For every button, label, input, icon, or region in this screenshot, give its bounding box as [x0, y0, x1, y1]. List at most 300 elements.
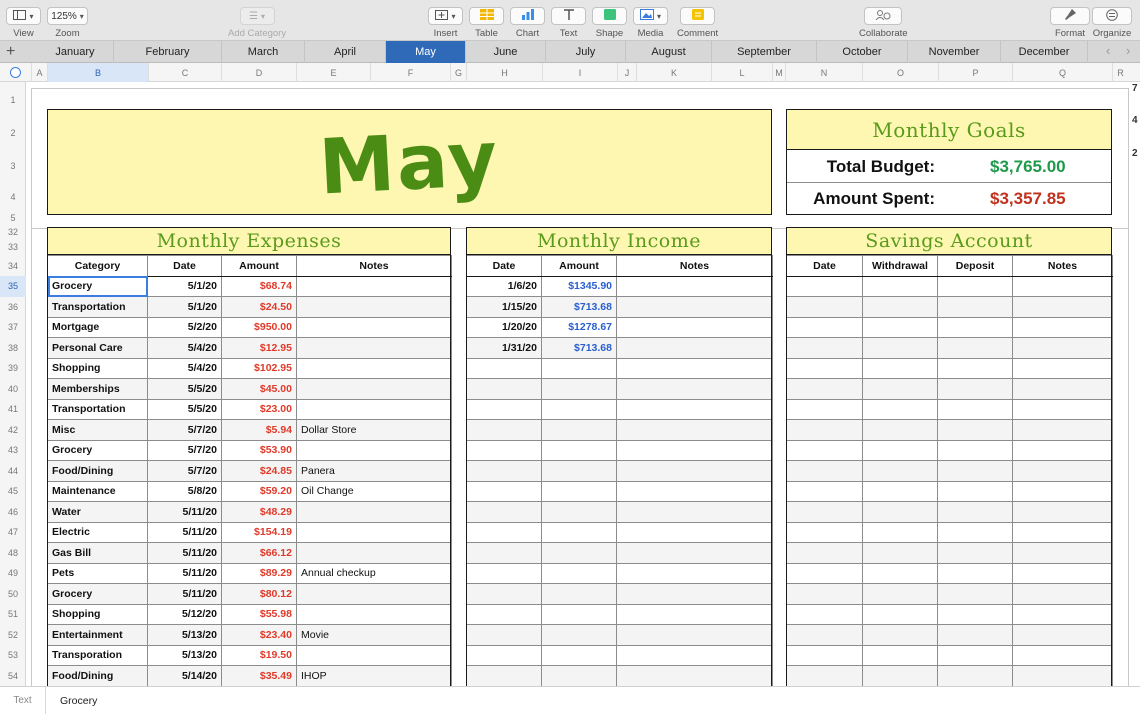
row-header-34[interactable]: 34 [7, 261, 18, 271]
savings-header-notes[interactable]: Notes [1013, 256, 1113, 277]
income-cell-notes[interactable] [617, 563, 773, 584]
income-cell-notes[interactable] [617, 420, 773, 441]
income-cell-amount[interactable] [542, 379, 617, 400]
income-cell-date[interactable]: 1/15/20 [467, 297, 542, 318]
sheet-tab-august[interactable]: August [626, 41, 712, 63]
income-cell-date[interactable] [467, 461, 542, 482]
savings-cell-date[interactable] [787, 604, 863, 625]
savings-cell-withdrawal[interactable] [863, 399, 938, 420]
expense-cell-amount[interactable]: $68.74 [222, 276, 297, 297]
savings-cell-date[interactable] [787, 502, 863, 523]
expense-cell-date[interactable]: 5/4/20 [148, 338, 222, 359]
income-cell-notes[interactable] [617, 666, 773, 687]
savings-cell-notes[interactable] [1013, 276, 1113, 297]
expense-cell-date[interactable]: 5/2/20 [148, 317, 222, 338]
income-cell-amount[interactable] [542, 502, 617, 523]
savings-cell-date[interactable] [787, 317, 863, 338]
expense-cell-date[interactable]: 5/1/20 [148, 276, 222, 297]
savings-cell-notes[interactable] [1013, 481, 1113, 502]
savings-cell-notes[interactable] [1013, 502, 1113, 523]
expense-cell-amount[interactable]: $23.00 [222, 399, 297, 420]
expense-cell-notes[interactable] [297, 399, 452, 420]
savings-cell-deposit[interactable] [938, 317, 1013, 338]
column-header-q[interactable]: Q [1012, 63, 1112, 82]
row-header-37[interactable]: 37 [7, 322, 18, 333]
sheet-tab-february[interactable]: February [114, 41, 222, 63]
savings-cell-withdrawal[interactable] [863, 502, 938, 523]
savings-cell-withdrawal[interactable] [863, 276, 938, 297]
expense-cell-notes[interactable] [297, 379, 452, 400]
expense-cell-notes[interactable] [297, 276, 452, 297]
savings-header-date[interactable]: Date [787, 256, 863, 277]
income-cell-notes[interactable] [617, 399, 773, 420]
income-cell-date[interactable] [467, 645, 542, 666]
income-cell-amount[interactable] [542, 481, 617, 502]
savings-cell-notes[interactable] [1013, 317, 1113, 338]
add-category-button[interactable] [228, 7, 286, 39]
expense-cell-category[interactable]: Water [48, 502, 148, 523]
savings-cell-withdrawal[interactable] [863, 645, 938, 666]
organize-button[interactable] [1092, 7, 1132, 39]
row-header-49[interactable]: 49 [7, 568, 18, 579]
income-cell-amount[interactable] [542, 440, 617, 461]
expense-cell-date[interactable]: 5/5/20 [148, 399, 222, 420]
savings-cell-withdrawal[interactable] [863, 297, 938, 318]
income-cell-date[interactable] [467, 440, 542, 461]
income-cell-amount[interactable] [542, 563, 617, 584]
column-header-r[interactable]: R [1112, 63, 1128, 82]
tab-scroll-right-icon[interactable]: › [1126, 43, 1131, 58]
expense-cell-category[interactable]: Entertainment [48, 625, 148, 646]
income-header-amount[interactable]: Amount [542, 256, 617, 277]
row-header-33[interactable]: 33 [7, 242, 18, 252]
income-cell-date[interactable] [467, 604, 542, 625]
column-header-m[interactable]: M [772, 63, 785, 82]
expense-cell-notes[interactable] [297, 584, 452, 605]
monthly-goals-box[interactable] [786, 109, 1112, 215]
expense-cell-amount[interactable]: $35.49 [222, 666, 297, 687]
expense-cell-category[interactable]: Shopping [48, 358, 148, 379]
savings-cell-date[interactable] [787, 379, 863, 400]
savings-cell-deposit[interactable] [938, 379, 1013, 400]
expense-cell-notes[interactable]: Movie [297, 625, 452, 646]
column-header-k[interactable]: K [636, 63, 711, 82]
income-cell-notes[interactable] [617, 440, 773, 461]
expense-cell-amount[interactable]: $80.12 [222, 584, 297, 605]
savings-cell-withdrawal[interactable] [863, 666, 938, 687]
expense-cell-date[interactable]: 5/11/20 [148, 563, 222, 584]
collaborate-button[interactable] [859, 7, 908, 39]
income-cell-notes[interactable] [617, 297, 773, 318]
income-cell-date[interactable] [467, 563, 542, 584]
column-header-o[interactable]: O [862, 63, 938, 82]
expense-cell-notes[interactable]: Oil Change [297, 481, 452, 502]
row-header-5[interactable]: 5 [10, 213, 16, 223]
expense-cell-category[interactable]: Maintenance [48, 481, 148, 502]
expense-cell-notes[interactable] [297, 645, 452, 666]
income-cell-notes[interactable] [617, 338, 773, 359]
column-header-i[interactable]: I [542, 63, 617, 82]
sheet-tab-june[interactable]: June [466, 41, 546, 63]
savings-cell-date[interactable] [787, 625, 863, 646]
column-header-b[interactable]: B [47, 63, 148, 82]
column-header-d[interactable]: D [221, 63, 296, 82]
savings-cell-notes[interactable] [1013, 461, 1113, 482]
sheet-tab-january[interactable]: January [37, 41, 114, 63]
savings-cell-date[interactable] [787, 481, 863, 502]
income-cell-amount[interactable] [542, 625, 617, 646]
savings-cell-date[interactable] [787, 666, 863, 687]
sheet-tab-september[interactable]: September [712, 41, 817, 63]
expense-cell-category[interactable]: Grocery [48, 584, 148, 605]
savings-cell-notes[interactable] [1013, 338, 1113, 359]
savings-cell-deposit[interactable] [938, 645, 1013, 666]
savings-cell-withdrawal[interactable] [863, 584, 938, 605]
savings-cell-notes[interactable] [1013, 440, 1113, 461]
savings-cell-notes[interactable] [1013, 399, 1113, 420]
income-cell-date[interactable] [467, 481, 542, 502]
income-cell-notes[interactable] [617, 461, 773, 482]
format-button[interactable] [1050, 7, 1090, 39]
savings-cell-notes[interactable] [1013, 358, 1113, 379]
income-cell-date[interactable] [467, 666, 542, 687]
expense-cell-notes[interactable]: IHOP [297, 666, 452, 687]
column-header-p[interactable]: P [938, 63, 1012, 82]
income-cell-date[interactable] [467, 399, 542, 420]
expense-cell-notes[interactable] [297, 338, 452, 359]
savings-cell-withdrawal[interactable] [863, 338, 938, 359]
savings-cell-notes[interactable] [1013, 666, 1113, 687]
income-cell-date[interactable] [467, 543, 542, 564]
expense-cell-category[interactable]: Shopping [48, 604, 148, 625]
savings-cell-deposit[interactable] [938, 461, 1013, 482]
sheet-tab-december[interactable]: December [1001, 41, 1088, 63]
savings-cell-notes[interactable] [1013, 420, 1113, 441]
savings-cell-deposit[interactable] [938, 666, 1013, 687]
expense-cell-notes[interactable]: Panera [297, 461, 452, 482]
income-cell-amount[interactable]: $713.68 [542, 338, 617, 359]
income-cell-amount[interactable]: $1345.90 [542, 276, 617, 297]
expense-cell-date[interactable]: 5/13/20 [148, 645, 222, 666]
savings-cell-date[interactable] [787, 461, 863, 482]
row-header-3[interactable]: 3 [10, 161, 16, 171]
expense-cell-amount[interactable]: $59.20 [222, 481, 297, 502]
expense-cell-amount[interactable]: $154.19 [222, 522, 297, 543]
expense-cell-category[interactable]: Misc [48, 420, 148, 441]
savings-cell-date[interactable] [787, 420, 863, 441]
tab-scroll-left-icon[interactable]: ‹ [1106, 43, 1111, 58]
savings-cell-deposit[interactable] [938, 420, 1013, 441]
savings-cell-deposit[interactable] [938, 481, 1013, 502]
expense-cell-amount[interactable]: $102.95 [222, 358, 297, 379]
savings-cell-deposit[interactable] [938, 604, 1013, 625]
expense-cell-category[interactable]: Transportation [48, 399, 148, 420]
expenses-header-amount[interactable]: Amount [222, 256, 297, 277]
insert-button[interactable] [428, 7, 463, 39]
savings-cell-withdrawal[interactable] [863, 522, 938, 543]
expense-cell-notes[interactable] [297, 604, 452, 625]
expense-cell-category[interactable]: Grocery [48, 440, 148, 461]
row-header-4[interactable]: 4 [10, 192, 16, 202]
savings-cell-withdrawal[interactable] [863, 440, 938, 461]
savings-cell-deposit[interactable] [938, 399, 1013, 420]
expense-cell-amount[interactable]: $5.94 [222, 420, 297, 441]
chart-button[interactable] [510, 7, 545, 39]
expense-cell-amount[interactable]: $89.29 [222, 563, 297, 584]
expense-cell-category[interactable]: Food/Dining [48, 666, 148, 687]
savings-cell-notes[interactable] [1013, 379, 1113, 400]
column-header-a[interactable]: A [31, 63, 47, 82]
expense-cell-amount[interactable]: $950.00 [222, 317, 297, 338]
savings-cell-date[interactable] [787, 399, 863, 420]
select-all-icon[interactable] [10, 67, 21, 78]
income-cell-notes[interactable] [617, 481, 773, 502]
expense-cell-date[interactable]: 5/11/20 [148, 522, 222, 543]
savings-cell-withdrawal[interactable] [863, 563, 938, 584]
expense-cell-amount[interactable]: $55.98 [222, 604, 297, 625]
expense-cell-notes[interactable] [297, 522, 452, 543]
row-header-50[interactable]: 50 [7, 588, 18, 599]
savings-cell-deposit[interactable] [938, 584, 1013, 605]
row-header-32[interactable]: 32 [7, 227, 18, 237]
savings-cell-deposit[interactable] [938, 338, 1013, 359]
row-header-38[interactable]: 38 [7, 342, 18, 353]
expense-cell-category[interactable]: Transportation [48, 297, 148, 318]
expense-cell-amount[interactable]: $66.12 [222, 543, 297, 564]
savings-cell-withdrawal[interactable] [863, 604, 938, 625]
expense-cell-category[interactable]: Personal Care [48, 338, 148, 359]
savings-cell-deposit[interactable] [938, 563, 1013, 584]
text-button[interactable] [551, 7, 586, 39]
savings-cell-withdrawal[interactable] [863, 379, 938, 400]
income-cell-date[interactable] [467, 502, 542, 523]
expense-cell-date[interactable]: 5/5/20 [148, 379, 222, 400]
expense-cell-amount[interactable]: $23.40 [222, 625, 297, 646]
expenses-header-notes[interactable]: Notes [297, 256, 452, 277]
income-cell-amount[interactable] [542, 522, 617, 543]
month-title-box[interactable] [47, 109, 772, 215]
expense-cell-date[interactable]: 5/11/20 [148, 543, 222, 564]
row-header-53[interactable]: 53 [7, 650, 18, 661]
expense-cell-category[interactable]: Memberships [48, 379, 148, 400]
savings-cell-deposit[interactable] [938, 625, 1013, 646]
expense-cell-notes[interactable]: Dollar Store [297, 420, 452, 441]
savings-cell-withdrawal[interactable] [863, 358, 938, 379]
savings-header-withdrawal[interactable]: Withdrawal [863, 256, 938, 277]
expense-cell-amount[interactable]: $53.90 [222, 440, 297, 461]
income-cell-amount[interactable] [542, 645, 617, 666]
savings-cell-notes[interactable] [1013, 625, 1113, 646]
income-cell-amount[interactable] [542, 399, 617, 420]
column-header-g[interactable]: G [450, 63, 466, 82]
expense-cell-date[interactable]: 5/12/20 [148, 604, 222, 625]
row-header-47[interactable]: 47 [7, 527, 18, 538]
expense-cell-amount[interactable]: $12.95 [222, 338, 297, 359]
income-cell-date[interactable] [467, 625, 542, 646]
savings-cell-notes[interactable] [1013, 297, 1113, 318]
column-header-l[interactable]: L [711, 63, 772, 82]
row-header-41[interactable]: 41 [7, 404, 18, 415]
row-header-51[interactable]: 51 [7, 609, 18, 620]
income-cell-amount[interactable]: $1278.67 [542, 317, 617, 338]
savings-cell-deposit[interactable] [938, 358, 1013, 379]
savings-header-deposit[interactable]: Deposit [938, 256, 1013, 277]
expense-cell-amount[interactable]: $19.50 [222, 645, 297, 666]
expense-cell-date[interactable]: 5/1/20 [148, 297, 222, 318]
income-cell-notes[interactable] [617, 584, 773, 605]
media-button[interactable] [633, 7, 668, 39]
savings-cell-deposit[interactable] [938, 543, 1013, 564]
expense-cell-date[interactable]: 5/11/20 [148, 502, 222, 523]
savings-cell-date[interactable] [787, 338, 863, 359]
row-header-54[interactable]: 54 [7, 670, 18, 681]
income-cell-date[interactable]: 1/6/20 [467, 276, 542, 297]
expense-cell-notes[interactable] [297, 358, 452, 379]
comment-button[interactable] [677, 7, 718, 39]
savings-cell-notes[interactable] [1013, 645, 1113, 666]
income-cell-date[interactable] [467, 584, 542, 605]
savings-cell-date[interactable] [787, 645, 863, 666]
sheet-tab-march[interactable]: March [222, 41, 305, 63]
savings-cell-withdrawal[interactable] [863, 625, 938, 646]
income-cell-notes[interactable] [617, 317, 773, 338]
savings-cell-deposit[interactable] [938, 276, 1013, 297]
column-header-f[interactable]: F [370, 63, 450, 82]
expenses-header-date[interactable]: Date [148, 256, 222, 277]
table-button[interactable] [469, 7, 504, 39]
expense-cell-date[interactable]: 5/11/20 [148, 584, 222, 605]
income-cell-notes[interactable] [617, 543, 773, 564]
income-cell-date[interactable] [467, 358, 542, 379]
income-cell-notes[interactable] [617, 276, 773, 297]
savings-cell-date[interactable] [787, 584, 863, 605]
savings-cell-deposit[interactable] [938, 502, 1013, 523]
expense-cell-date[interactable]: 5/4/20 [148, 358, 222, 379]
savings-cell-withdrawal[interactable] [863, 420, 938, 441]
savings-cell-date[interactable] [787, 358, 863, 379]
income-cell-notes[interactable] [617, 645, 773, 666]
expense-cell-notes[interactable] [297, 440, 452, 461]
expense-cell-date[interactable]: 5/7/20 [148, 420, 222, 441]
shape-button[interactable] [592, 7, 627, 39]
income-header-date[interactable]: Date [467, 256, 542, 277]
view-control[interactable] [6, 7, 41, 39]
row-header-43[interactable]: 43 [7, 445, 18, 456]
expense-cell-notes[interactable]: Annual checkup [297, 563, 452, 584]
savings-cell-date[interactable] [787, 543, 863, 564]
expense-cell-date[interactable]: 5/8/20 [148, 481, 222, 502]
income-cell-amount[interactable] [542, 461, 617, 482]
income-cell-notes[interactable] [617, 379, 773, 400]
income-cell-notes[interactable] [617, 502, 773, 523]
income-cell-date[interactable] [467, 522, 542, 543]
column-header-j[interactable]: J [617, 63, 636, 82]
income-cell-amount[interactable] [542, 358, 617, 379]
row-header-42[interactable]: 42 [7, 424, 18, 435]
sheet-tab-april[interactable]: April [305, 41, 386, 63]
row-header-40[interactable]: 40 [7, 383, 18, 394]
sheet-tab-november[interactable]: November [908, 41, 1001, 63]
savings-cell-notes[interactable] [1013, 543, 1113, 564]
formula-input[interactable]: Grocery [60, 694, 98, 707]
income-cell-amount[interactable] [542, 584, 617, 605]
income-header-notes[interactable]: Notes [617, 256, 773, 277]
sheet-tab-may[interactable]: May [386, 41, 466, 63]
income-cell-date[interactable]: 1/31/20 [467, 338, 542, 359]
expense-cell-category[interactable]: Transporation [48, 645, 148, 666]
add-sheet-icon[interactable]: + [6, 43, 16, 60]
sheet-tab-october[interactable]: October [817, 41, 908, 63]
savings-cell-deposit[interactable] [938, 440, 1013, 461]
income-cell-amount[interactable]: $713.68 [542, 297, 617, 318]
savings-cell-deposit[interactable] [938, 297, 1013, 318]
expense-cell-category[interactable]: Gas Bill [48, 543, 148, 564]
expense-cell-category[interactable]: Mortgage [48, 317, 148, 338]
savings-cell-withdrawal[interactable] [863, 481, 938, 502]
row-header-45[interactable]: 45 [7, 486, 18, 497]
column-header-h[interactable]: H [466, 63, 542, 82]
savings-cell-date[interactable] [787, 563, 863, 584]
expense-cell-amount[interactable]: $45.00 [222, 379, 297, 400]
row-header-46[interactable]: 46 [7, 506, 18, 517]
expense-cell-amount[interactable]: $24.85 [222, 461, 297, 482]
expense-cell-amount[interactable]: $48.29 [222, 502, 297, 523]
column-header-n[interactable]: N [785, 63, 862, 82]
expense-cell-notes[interactable] [297, 502, 452, 523]
savings-cell-notes[interactable] [1013, 563, 1113, 584]
savings-cell-notes[interactable] [1013, 522, 1113, 543]
savings-cell-date[interactable] [787, 297, 863, 318]
expense-cell-notes[interactable] [297, 297, 452, 318]
savings-cell-withdrawal[interactable] [863, 461, 938, 482]
row-header-35[interactable]: 35 [0, 276, 26, 297]
income-cell-date[interactable] [467, 379, 542, 400]
savings-cell-deposit[interactable] [938, 522, 1013, 543]
expense-cell-notes[interactable] [297, 543, 452, 564]
row-header-1[interactable]: 1 [10, 95, 16, 105]
income-cell-notes[interactable] [617, 358, 773, 379]
expense-cell-date[interactable]: 5/7/20 [148, 461, 222, 482]
expense-cell-amount[interactable]: $24.50 [222, 297, 297, 318]
expenses-header-category[interactable]: Category [48, 256, 148, 277]
column-header-e[interactable]: E [296, 63, 370, 82]
savings-cell-date[interactable] [787, 522, 863, 543]
row-header-44[interactable]: 44 [7, 465, 18, 476]
income-cell-amount[interactable] [542, 420, 617, 441]
income-cell-notes[interactable] [617, 604, 773, 625]
savings-cell-date[interactable] [787, 440, 863, 461]
row-header-36[interactable]: 36 [7, 301, 18, 312]
income-cell-notes[interactable] [617, 522, 773, 543]
expense-cell-category[interactable]: Pets [48, 563, 148, 584]
savings-cell-date[interactable] [787, 276, 863, 297]
savings-cell-withdrawal[interactable] [863, 317, 938, 338]
savings-cell-notes[interactable] [1013, 604, 1113, 625]
row-header-39[interactable]: 39 [7, 363, 18, 374]
row-header-52[interactable]: 52 [7, 629, 18, 640]
income-cell-notes[interactable] [617, 625, 773, 646]
income-cell-amount[interactable] [542, 604, 617, 625]
income-cell-date[interactable] [467, 420, 542, 441]
savings-cell-notes[interactable] [1013, 584, 1113, 605]
expense-cell-date[interactable]: 5/7/20 [148, 440, 222, 461]
expense-cell-category[interactable]: Electric [48, 522, 148, 543]
income-cell-amount[interactable] [542, 543, 617, 564]
income-cell-amount[interactable] [542, 666, 617, 687]
expense-cell-category[interactable]: Food/Dining [48, 461, 148, 482]
sheet-tab-july[interactable]: July [546, 41, 626, 63]
expense-cell-date[interactable]: 5/14/20 [148, 666, 222, 687]
